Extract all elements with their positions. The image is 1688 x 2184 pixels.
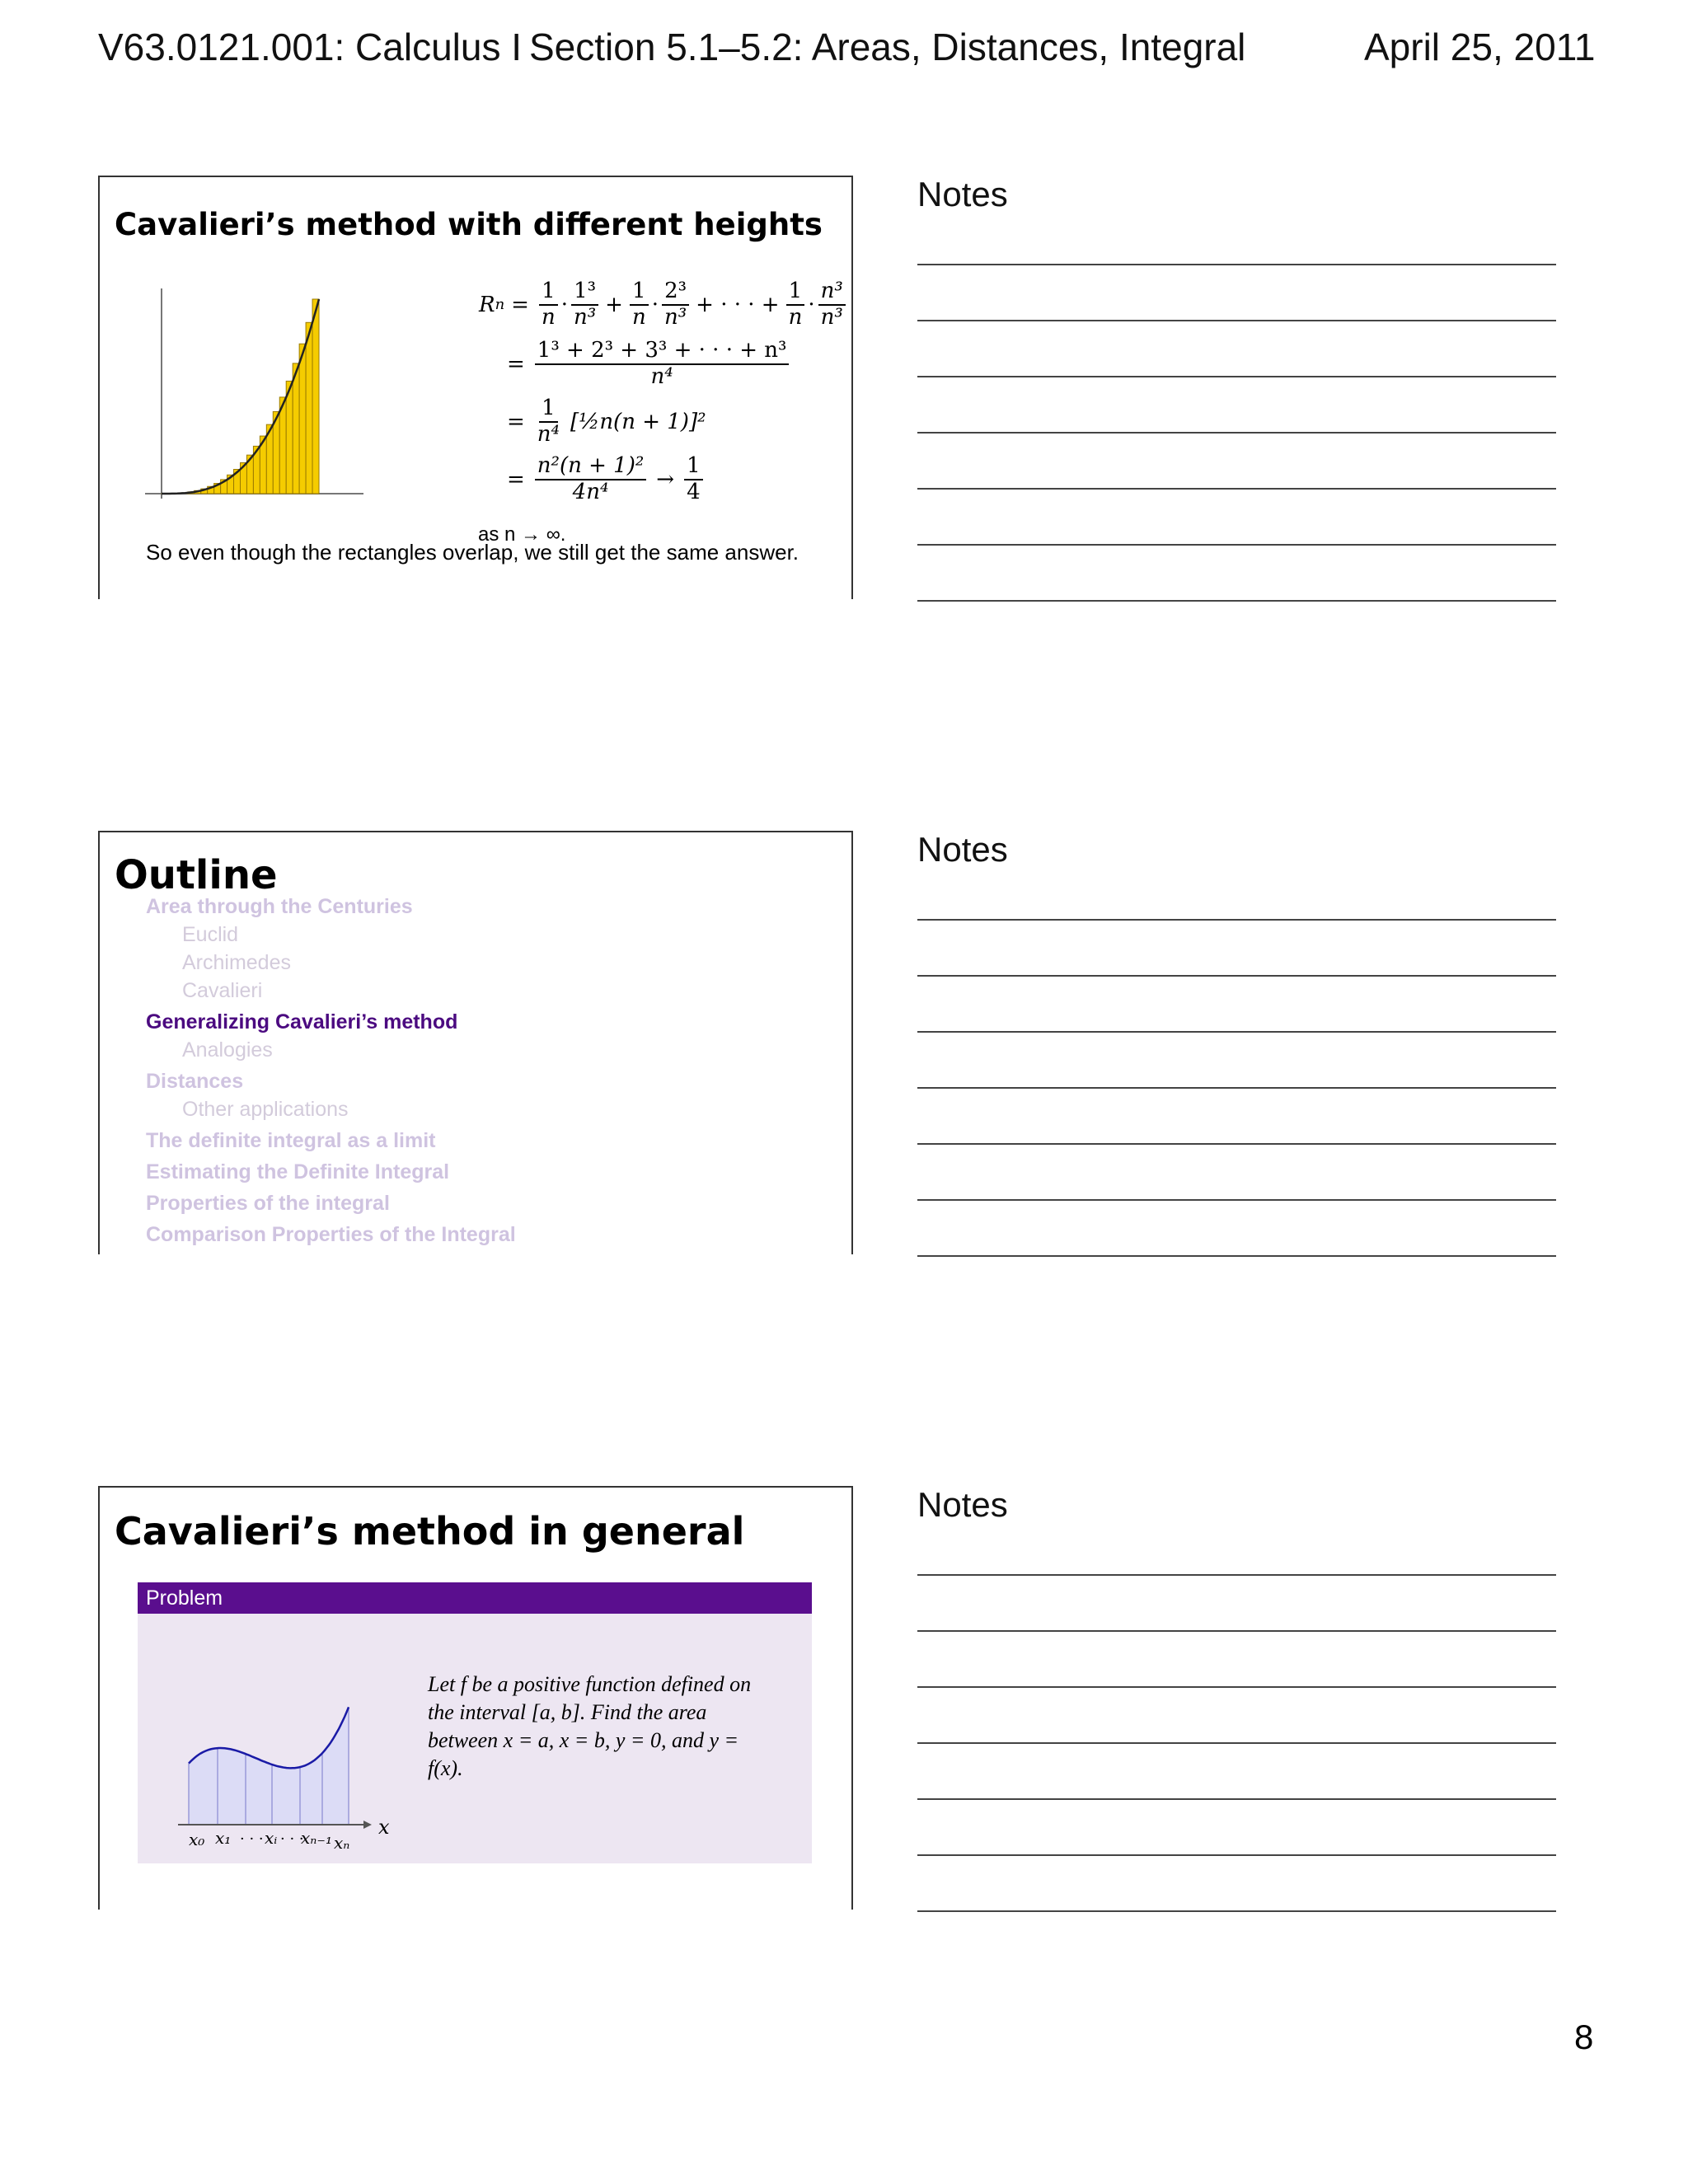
slide-outline (98, 831, 853, 1254)
frac-sum-cubes: $\frac{\text{1³ + 2³ + 3³ + · · · + n³}}{\text{n⁴}}$ (535, 339, 790, 390)
tick-label-x1: x₁ (215, 1828, 232, 1848)
notes-line (917, 1630, 1556, 1632)
notes-line (917, 975, 1556, 977)
notes-line (917, 1031, 1556, 1033)
outline-item: The definite integral as a limit (146, 1129, 436, 1152)
arrow: → (656, 466, 675, 492)
notes-line (917, 1686, 1556, 1688)
notes-line (917, 1087, 1556, 1089)
notes-line (917, 919, 1556, 921)
outline-item: Cavalieri (182, 979, 263, 1002)
bar (299, 344, 306, 494)
tick-label-xn-1: xₙ₋₁ (301, 1828, 332, 1848)
notes-line (917, 1574, 1556, 1576)
slide-title: Cavalieri’s method in general (115, 1509, 745, 1554)
page-number: 8 (1574, 2018, 1594, 2056)
slide-title: Cavalieri’s method with different heights (115, 207, 823, 242)
notes-line (917, 488, 1556, 490)
frac-1-n: $\frac{1}{n}$ (539, 279, 558, 330)
n-subscript: n (495, 296, 505, 314)
outline-item: Analogies (182, 1038, 273, 1062)
tick-label-dots-1: · · · (240, 1830, 264, 1848)
frac-1-n4: $\frac{1}{\text{n⁴}}$ (537, 396, 560, 447)
outline-item: Distances (146, 1070, 244, 1093)
notes-line (917, 376, 1556, 377)
frac-final: $\frac{\text{n²(n + 1)²}}{\text{4n⁴}}$ (535, 454, 646, 505)
notes-line (917, 600, 1556, 602)
x-axis-arrowhead (363, 1821, 372, 1829)
outline-item: Other applications (182, 1098, 349, 1121)
notes-line (917, 1143, 1556, 1145)
math-row-2 (507, 339, 792, 390)
notes-line (917, 1255, 1556, 1257)
notes-line (917, 544, 1556, 546)
outline-item: Generalizing Cavalieri’s method (146, 1010, 458, 1033)
notes-line (917, 1798, 1556, 1800)
tick-label-xi: xᵢ (265, 1828, 278, 1848)
frac-1-n-c: $\frac{1}{n}$ (786, 279, 805, 330)
section-title: Section 5.1–5.2: Areas, Distances, Integral (529, 26, 1246, 68)
equals: = (507, 409, 525, 434)
frac-ncubed: $\frac{\text{n³}}{\text{n³}}$ (818, 279, 846, 330)
plus: + (605, 292, 623, 317)
riemann-bar-plot (124, 284, 363, 515)
bracket-expression: [½n(n + 1)]² (570, 409, 706, 434)
area-under-curve (189, 1707, 349, 1825)
strips-group (189, 1707, 349, 1825)
outline-item: Archimedes (182, 951, 291, 974)
bar (286, 381, 293, 494)
notes-label-2: Notes (917, 830, 1008, 869)
bar (293, 363, 299, 494)
x-axis-label: x (378, 1816, 390, 1839)
course-title: V63.0121.001: Calculus I (98, 26, 523, 68)
cdot: · (560, 292, 568, 317)
notes-line (917, 432, 1556, 434)
bar (312, 299, 319, 494)
math-row-4 (507, 454, 706, 505)
cdot: · (651, 292, 659, 317)
limit-note: as n → ∞. (478, 523, 566, 546)
math-row-3 (507, 396, 706, 448)
slide-title: Outline (115, 852, 278, 898)
notes-label-1: Notes (917, 175, 1008, 213)
slide-caption: So even though the rectangles overlap, we still get the same answer. (146, 540, 799, 565)
frac-1-4: $\frac{1}{4}$ (684, 454, 703, 505)
frac-2cubed: $\frac{\text{2³}}{\text{n³}}$ (662, 279, 689, 330)
tick-label-xn: xₙ (334, 1833, 350, 1853)
equals: = (507, 466, 525, 492)
problem-statement: Let f be a positive function defined on the interval [a, b]. Find the area between x = a, x = b, y = 0, and y = f(x). (428, 1672, 752, 1780)
date-label: April 25, 2011 (1364, 26, 1596, 68)
notes-line (917, 1742, 1556, 1744)
bars-group (162, 299, 319, 494)
frac-1cubed: $\frac{\text{1³}}{\text{n³}}$ (571, 279, 598, 330)
notes-label-3: Notes (917, 1485, 1008, 1524)
tick-label-dots-2: · · · (280, 1830, 304, 1848)
frac-1-n-b: $\frac{1}{n}$ (630, 279, 649, 330)
tick-label-x0: x₀ (189, 1830, 205, 1849)
notes-line (917, 1199, 1556, 1201)
notes-line (917, 264, 1556, 265)
slide-cavalieri-general (98, 1486, 853, 1910)
outline-item: Area through the Centuries (146, 895, 413, 918)
notes-line (917, 320, 1556, 321)
outline-item: Properties of the integral (146, 1192, 390, 1215)
notes-line (917, 1854, 1556, 1856)
r-symbol: R (479, 292, 495, 317)
notes-line (917, 1910, 1556, 1912)
dots-plus: + · · · + (696, 292, 780, 317)
outline-item: Euclid (182, 923, 239, 946)
function-area-plot (166, 1628, 413, 1853)
outline-item: Estimating the Definite Integral (146, 1160, 450, 1183)
outline-item: Comparison Properties of the Integral (146, 1223, 516, 1246)
slide-cavalieri-heights (98, 176, 853, 599)
equals: = (511, 292, 529, 317)
cdot: · (808, 292, 815, 317)
equals: = (507, 351, 525, 377)
bar (306, 322, 312, 494)
math-row-1 (479, 279, 849, 330)
problem-header: Problem (138, 1582, 812, 1614)
